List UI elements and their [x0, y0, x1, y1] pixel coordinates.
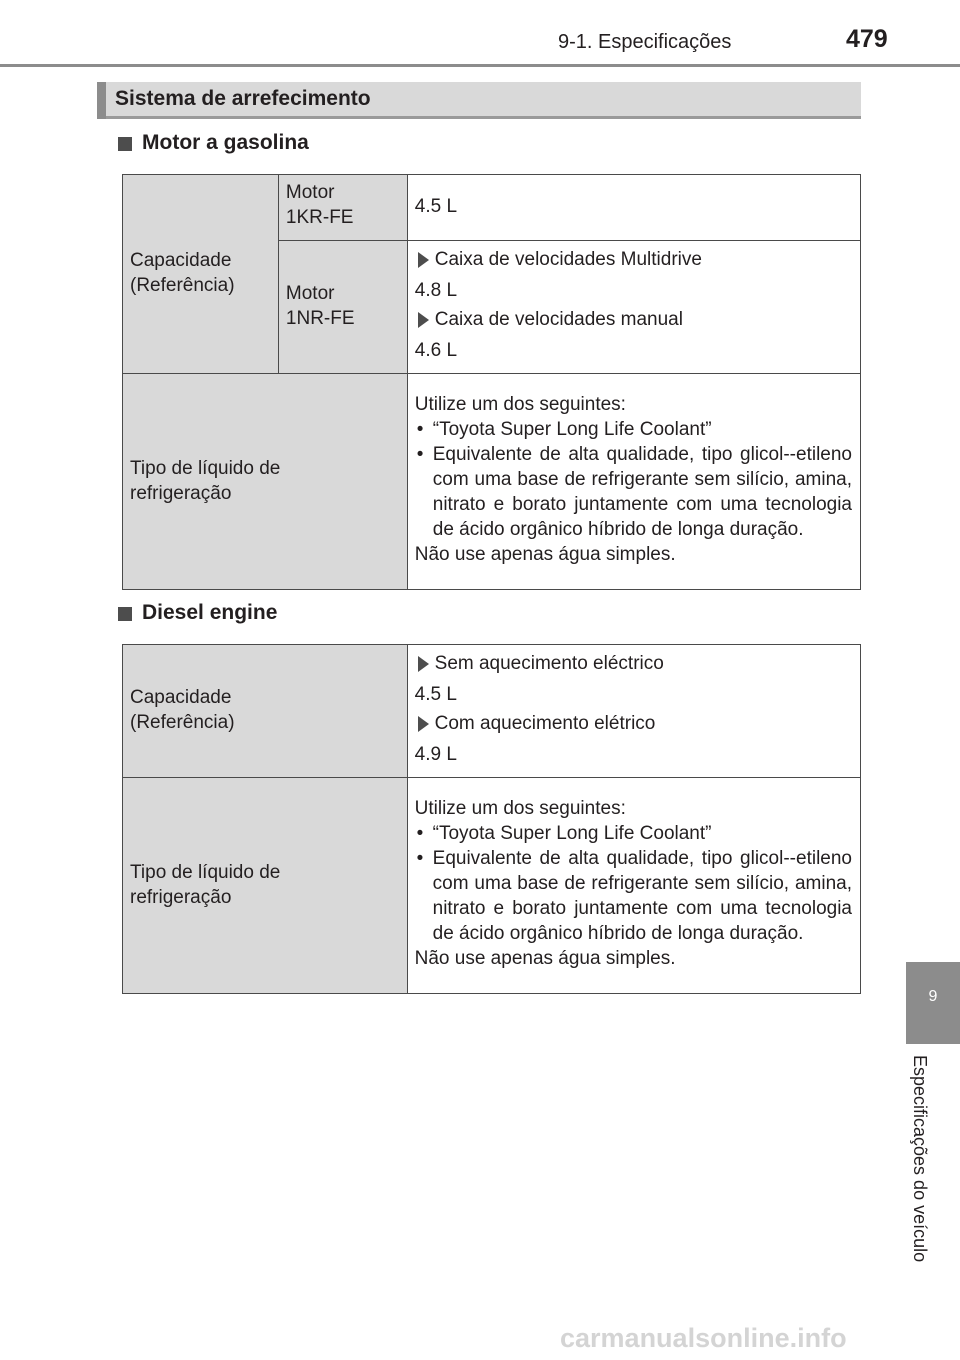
square-bullet-icon	[118, 137, 132, 151]
coolant-bullet-text: Equivalente de alta qualidade, tipo glicol--etileno com uma base de refrigerante sem silício, amina, nitrato e borato juntamente com uma tecnologia de ácido orgânico híbrido de longa duração.	[432, 848, 852, 944]
coolant-bullet-item	[415, 846, 852, 946]
option-row	[415, 711, 852, 736]
capacity-value: 4.5 L	[414, 196, 458, 217]
coolant-bullet-item	[415, 442, 852, 542]
option-value: 4.5 L	[414, 684, 457, 705]
watermark: carmanualsonline.info	[560, 1323, 847, 1353]
coolant-type-value	[407, 374, 860, 590]
gasoline-heading-text: Motor a gasolina	[142, 131, 309, 154]
engine-1nr-values	[407, 241, 860, 374]
diesel-spec-table	[122, 644, 861, 994]
diesel-capacity-values	[407, 645, 860, 778]
diesel-heading-text: Diesel engine	[142, 601, 278, 624]
square-bullet-icon	[118, 607, 132, 621]
section-title-bar	[97, 82, 861, 119]
bullet-dot-icon: •	[416, 823, 424, 844]
option-row	[415, 651, 852, 676]
page-number: 479	[846, 25, 888, 53]
table-row	[123, 175, 861, 241]
capacity-label: Capacidade (Referência)	[123, 175, 279, 374]
chapter-tab	[906, 962, 960, 1044]
triangle-bullet-icon	[418, 656, 429, 672]
option-label: Com aquecimento elétrico	[434, 713, 656, 734]
gasoline-heading	[118, 131, 309, 155]
triangle-bullet-icon	[418, 252, 429, 268]
section-title-accent	[97, 82, 106, 119]
option-row	[415, 247, 852, 272]
triangle-bullet-icon	[418, 312, 429, 328]
coolant-bullet-item	[415, 417, 852, 442]
capacity-label: Capacidade (Referência)	[123, 645, 408, 778]
gasoline-spec-table	[122, 174, 861, 590]
bullet-dot-icon: •	[416, 419, 424, 440]
chapter-number: 9	[928, 988, 938, 1005]
header-section-title: 9-1. Especificações	[558, 31, 732, 53]
coolant-intro: Utilize um dos seguintes:	[414, 394, 626, 415]
coolant-bullet-text: “Toyota Super Long Life Coolant”	[432, 419, 712, 440]
option-value: 4.8 L	[414, 280, 458, 301]
engine-1nr-name: Motor 1NR-FE	[278, 241, 407, 374]
coolant-type-label: Tipo de líquido de refrigeração	[123, 778, 408, 994]
coolant-outro: Não use apenas água simples.	[414, 948, 676, 969]
coolant-intro: Utilize um dos seguintes:	[414, 798, 626, 819]
option-value: 4.9 L	[414, 744, 457, 765]
diesel-heading	[118, 601, 277, 625]
coolant-bullet-item	[415, 821, 852, 846]
option-label: Caixa de velocidades Multidrive	[434, 249, 702, 270]
coolant-bullet-text: “Toyota Super Long Life Coolant”	[432, 823, 712, 844]
option-label: Sem aquecimento eléctrico	[434, 653, 664, 674]
coolant-type-value	[407, 778, 860, 994]
table-row	[123, 374, 861, 590]
option-label: Caixa de velocidades manual	[434, 309, 683, 330]
table-row	[123, 778, 861, 994]
coolant-bullet-text: Equivalente de alta qualidade, tipo glicol--etileno com uma base de refrigerante sem silício, amina, nitrato e borato juntamente com uma tecnologia de ácido orgânico híbrido de longa duração.	[432, 444, 852, 540]
option-row	[415, 307, 852, 332]
option-value: 4.6 L	[414, 340, 458, 361]
bullet-dot-icon: •	[416, 848, 424, 869]
coolant-type-label: Tipo de líquido de refrigeração	[123, 374, 408, 590]
chapter-label	[912, 1055, 948, 1295]
triangle-bullet-icon	[418, 716, 429, 732]
header-rule	[0, 64, 960, 67]
engine-1kr-value	[407, 175, 860, 241]
coolant-outro: Não use apenas água simples.	[414, 544, 676, 565]
bullet-dot-icon: •	[416, 444, 424, 465]
section-title: Sistema de arrefecimento	[115, 87, 371, 110]
table-row	[123, 645, 861, 778]
engine-1kr-name: Motor 1KR-FE	[278, 175, 407, 241]
chapter-label-text: Especificações do veículo	[910, 1055, 930, 1263]
